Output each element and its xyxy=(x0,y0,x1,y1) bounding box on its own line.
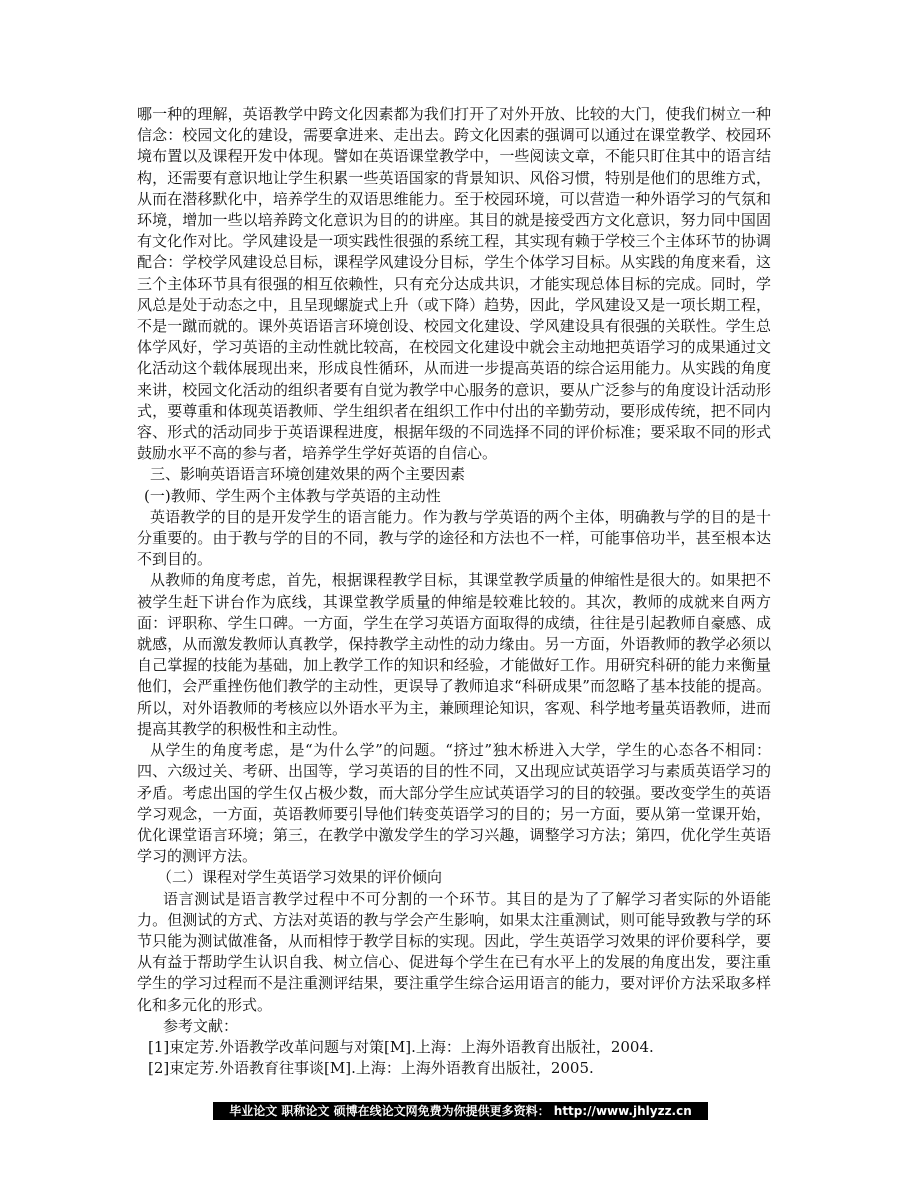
paragraph-teacher: 从教师的角度考虑，首先，根据课程教学目标，其课堂教学质量的伸缩性是很大的。如果把不被学生赶下讲台作为底线，其课堂教学质量的伸缩是较难比较的。其次，教师的成就来自两方面：评职称、学生口碑。一方面，学生在学习英语方面取得的成绩，往往是引起教师自豪感、成就感，从而激发教师认真教学，保持教学主动性的动力缘由。另一方面，外语教师的教学必须以自己掌握的技能为基础，加上教学工作的知识和经验，才能做好工作。用研究科研的能力来衡量他们，会严重挫伤他们教学的主动性，更误导了教师追求“科研成果”而忽略了基本技能的提高。所以，对外语教师的考核应以外语水平为主，兼顾理论知识，客观、科学地考量英语教师，进而提高其教学的积极性和主动性。 xyxy=(137,571,771,738)
paragraph-student: 从学生的角度考虑，是“为什么学”的问题。“挤过”独木桥进入大学，学生的心态各不相同：四、六级过关、考研、出国等，学习英语的目的性不同，又出现应试英语学习与素质英语学习的矛盾。考虑出国的学生仅占极少数，而大部分学生应试英语学习的目的较强。要改变学生的英语学习观念，一方面，英语教师要引导他们转变英语学习的目的；另一方面，要从第一堂课开始，优化课堂语言环境；第三，在教学中激发学生的学习兴趣，调整学习方法；第四，优化学生英语学习的测评方法。 xyxy=(137,741,771,866)
paragraph-goal: 英语教学的目的是开发学生的语言能力。作为教与学英语的两个主体，明确教与学的目的是十分重要的。由于教与学的目的不同，教与学的途径和方法也不一样，可能事倍功半，甚至根本达不到目的。 xyxy=(137,507,771,569)
footer-banner[interactable]: 毕业论文 职称论文 硕博在线论文网免费为你提供更多资料： http://www.jhlyzz.cn xyxy=(213,1102,708,1120)
subsection-heading-2: （二）课程对学生英语学习效果的评价倾向 xyxy=(157,868,443,887)
document-body xyxy=(137,104,771,1079)
reference-item: [1]束定芳.外语教学改革问题与对策[M].上海：上海外语教育出版社，2004. xyxy=(148,1037,654,1056)
paragraph-intro: 哪一种的理解，英语教学中跨文化因素都为我们打开了对外开放、比较的大门，使我们树立一种信念：校园文化的建设，需要拿进来、走出去。跨文化因素的强调可以通过在课堂教学、校园环境布置以及课程开发中体现。譬如在英语课堂教学中，一些阅读文章，不能只盯住其中的语言结构，还需要有意识地让学生积累一些英语国家的背景知识、风俗习惯，特别是他们的思维方式，从而在潜移默化中，培养学生的双语思维能力。至于校园环境，可以营造一种外语学习的气氛和环境，增加一些以培养跨文化意识为目的的讲座。其目的就是接受西方文化意识，努力同中国固有文化作对比。学风建设是一项实践性很强的系统工程，其实现有赖于学校三个主体环节的协调配合：学校学风建设总目标，课程学风建设分目标，学生个体学习目标。从实践的角度来看，这三个主体环节具有很强的相互依赖性，只有充分达成共识，才能实现总体目标的完成。同时，学风总是处于动态之中，且呈现螺旋式上升（或下降）趋势，因此，学风建设又是一项长期工程，不是一蹴而就的。课外英语语言环境创设、校园文化建设、学风建设具有很强的关联性。学生总体学风好，学习英语的主动性就比较高，在校园文化建设中就会主动地把英语学习的成果通过文化活动这个载体展现出来，形成良性循环，从而进一步提高英语的综合运用能力。从实践的角度来讲，校园文化活动的组织者要有自觉为教学中心服务的意识，要从广泛参与的角度设计活动形式，要尊重和体现英语教师、学生组织者在组织工作中付出的辛勤劳动，要形成传统，把不同内容、形式的活动同步于英语课程进度，根据年级的不同选择不同的评价标准；要采取不同的形式鼓励水平不高的参与者，培养学生学好英语的自信心。 xyxy=(137,105,771,463)
section-heading: 三、影响英语语言环境创建效果的两个主要因素 xyxy=(150,465,466,484)
reference-item: [2]束定芳.外语教育往事谈[M].上海：上海外语教育出版社，2005. xyxy=(148,1059,594,1078)
subsection-heading-1: (一)教师、学生两个主体教与学英语的主动性 xyxy=(144,486,441,505)
references-label: 参考文献： xyxy=(163,1016,239,1035)
paragraph-test: 语言测试是语言教学过程中不可分割的一个环节。其目的是为了了解学习者实际的外语能力。但测试的方式、方法对英语的教与学会产生影响，如果太注重测试，则可能导致教与学的环节只能为测试做准备，从而相悖于教学目标的实现。因此，学生英语学习效果的评价要科学，要从有益于帮助学生认识自我、树立信心、促进每个学生在已有水平上的发展的角度出发，要注重学生的学习过程而不是注重测评结果，要注重学生综合运用语言的能力，要对评价方法采取多样化和多元化的形式。 xyxy=(137,889,771,1014)
